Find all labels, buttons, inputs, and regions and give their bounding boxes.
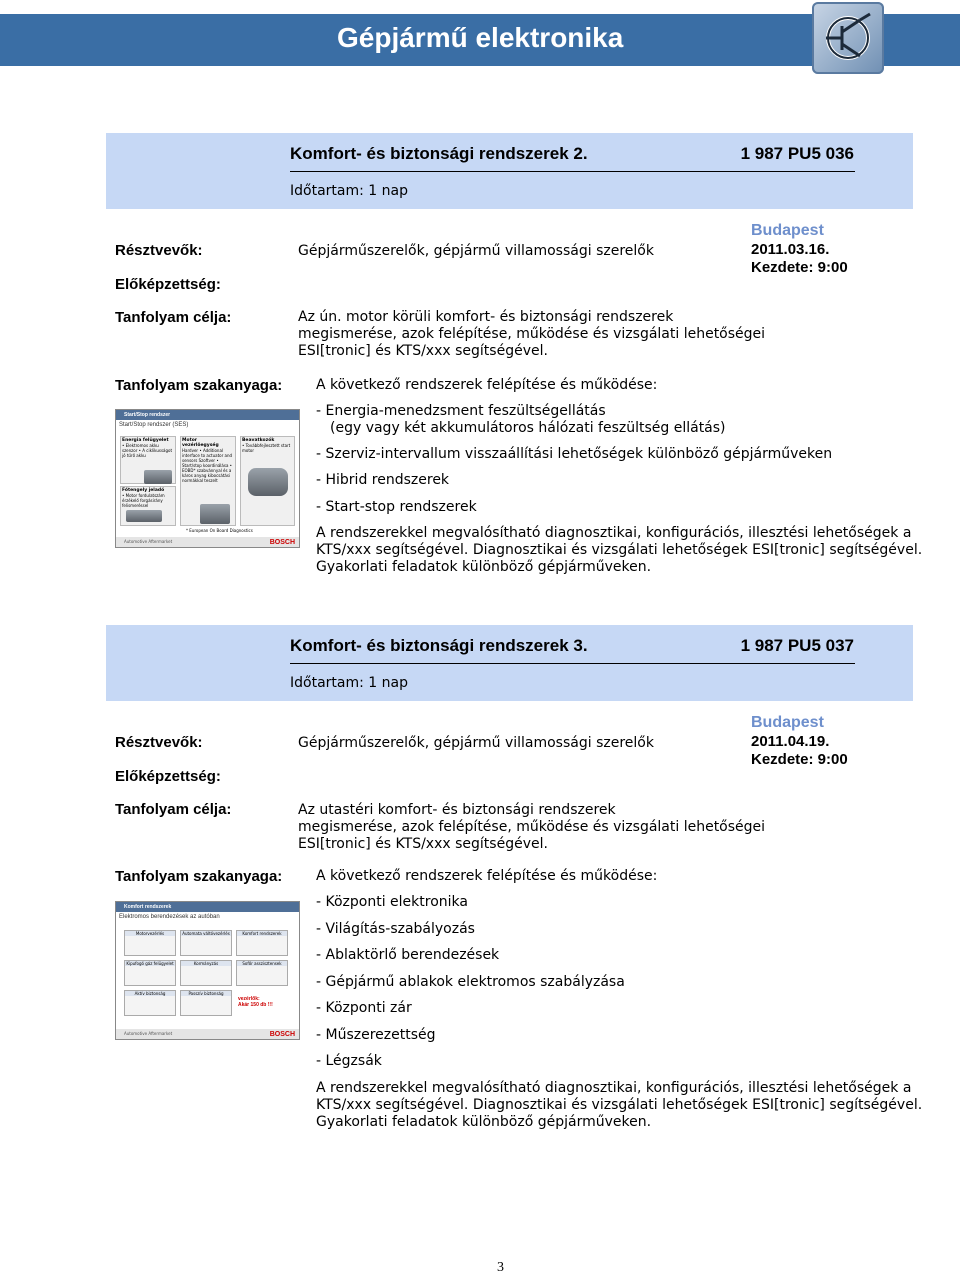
battery-photo <box>144 470 172 484</box>
ecu-photo <box>200 504 230 524</box>
slide-cell: Automata váltóvezérlés <box>180 930 232 956</box>
goal-line: megismerése, azok felépítése, működése és vizsgálati lehetőségei <box>298 819 766 835</box>
slide-cell: Kipufogó gáz felügyelet <box>124 960 176 986</box>
syllabus-bullet: - Energia-menedzsment feszültségellátás <box>316 403 606 419</box>
slide-cell: Kormányzás <box>180 960 232 986</box>
syllabus-bullet: - Világítás-szabályozás <box>316 921 475 937</box>
goal-line: megismerése, azok felépítése, működése és vizsgálati lehetőségei <box>298 326 766 342</box>
course-title: Komfort- és biztonsági rendszerek 3. <box>290 636 588 655</box>
syllabus-intro: A következő rendszerek felépítése és működése: <box>316 377 658 393</box>
prerequisites-label: Előképzettség: <box>115 768 221 785</box>
slide-column-text: • Továbbfejlesztett start motor <box>242 443 291 453</box>
closing-line: KTS/xxx segítségével. Diagnosztikai és vizsgálati lehetőségek ESI[tronic] segítségével. <box>316 542 923 558</box>
page-title: Gépjármű elektronika <box>337 22 624 53</box>
participants-label: Résztvevők: <box>115 734 203 751</box>
bosch-logo: BOSCH <box>269 1031 295 1038</box>
closing-line: A rendszerekkel megvalósítható diagnosztikai, konfigurációs, illesztési lehetőségek a <box>316 1080 912 1096</box>
prerequisites-label: Előképzettség: <box>115 276 221 293</box>
closing-line: Gyakorlati feladatok különböző gépjárműveken. <box>316 1114 652 1130</box>
course-code: 1 987 PU5 036 <box>740 144 854 163</box>
slide-note: vezérlők: Akár 150 db !!! <box>238 996 273 1008</box>
closing-line: A rendszerekkel megvalósítható diagnosztikai, konfigurációs, illesztési lehetőségek a <box>316 525 912 541</box>
slide-column-title: Főtengely jeladó <box>122 488 165 493</box>
syllabus-bullet: - Szerviz-intervallum visszaállítási lehetőségek különböző gépjárműveken <box>316 446 833 462</box>
closing-line: KTS/xxx segítségével. Diagnosztikai és vizsgálati lehetőségek ESI[tronic] segítségével. <box>316 1097 923 1113</box>
syllabus-bullet: - Központi zár <box>316 1000 412 1016</box>
slide-column-text: • Motor fordulatszám érzékelő forgásirány felismeréssel <box>122 493 165 508</box>
syllabus-label: Tanfolyam szakanyaga: <box>115 377 283 394</box>
divider <box>290 171 855 172</box>
slide-subtitle: Start/Stop rendszer (SES) <box>119 422 189 428</box>
course-start-time: Kezdete: 9:00 <box>751 259 848 276</box>
participants-label: Résztvevők: <box>115 242 203 259</box>
syllabus-label: Tanfolyam szakanyaga: <box>115 868 283 885</box>
syllabus-bullet: (egy vagy két akkumulátoros hálózati feszültség ellátás) <box>330 420 726 436</box>
goal-line: Az ún. motor körüli komfort- és biztonsági rendszerek <box>298 309 674 325</box>
slide-subtitle: Elektromos berendezések az autóban <box>119 914 220 920</box>
syllabus-bullet: - Műszerezettség <box>316 1027 436 1043</box>
bosch-logo: BOSCH <box>269 539 295 546</box>
slide-footer: Automotive Aftermarket <box>116 1029 299 1039</box>
syllabus-bullet: - Start-stop rendszerek <box>316 499 477 515</box>
slide-footnote: * European On Board Diagnostics <box>186 528 253 533</box>
slide-header: Komfort rendszerek <box>116 902 299 912</box>
course-date: 2011.04.19. <box>751 733 830 750</box>
slide-cell: Komfort rendszerek <box>236 930 288 956</box>
course-start-time: Kezdete: 9:00 <box>751 751 848 768</box>
slide-column-text: • Elektromos akku szenzor • A ciklikusságot jó tűrő akku <box>122 443 173 458</box>
course-date: 2011.03.16. <box>751 241 830 258</box>
course-duration: Időtartam: 1 nap <box>290 675 408 691</box>
syllabus-bullet: - Központi elektronika <box>316 894 468 910</box>
slide-cell: Sofőr asszisztensek <box>236 960 288 986</box>
course-title: Komfort- és biztonsági rendszerek 2. <box>290 144 588 163</box>
page-number: 3 <box>497 1260 504 1275</box>
course-code: 1 987 PU5 037 <box>740 636 854 655</box>
closing-line: Gyakorlati feladatok különböző gépjárműveken. <box>316 559 652 575</box>
slide-thumbnail-comfort <box>115 901 300 1040</box>
divider <box>290 663 855 664</box>
course-city: Budapest <box>751 714 824 731</box>
slide-thumbnail-start-stop <box>115 409 300 548</box>
course-city: Budapest <box>751 222 824 239</box>
syllabus-bullet: - Hibrid rendszerek <box>316 472 450 488</box>
syllabus-bullet: - Légzsák <box>316 1053 382 1069</box>
slide-header: Start/Stop rendszer <box>116 410 299 420</box>
slide-cell: Aktív biztonság <box>124 990 176 1016</box>
slide-column-title: Energia felügyelet <box>122 438 169 443</box>
sensor-photo <box>126 510 162 522</box>
goal-line: ESI[tronic] és KTS/xxx segítségével. <box>298 343 548 359</box>
goal-line: Az utastéri komfort- és biztonsági rendszerek <box>298 802 616 818</box>
goal-line: ESI[tronic] és KTS/xxx segítségével. <box>298 836 548 852</box>
slide-footer: Automotive Aftermarket <box>116 537 299 547</box>
slide-column-text: Hardver • Additional interface to actuator and sensors Szoftver • Start/stop koordinálása • EOBD* szabvánnyal és a káros anyag kibocsátási normákkal teszelt <box>182 448 233 483</box>
goal-label: Tanfolyam célja: <box>115 801 232 818</box>
transistor-logo-icon <box>812 2 884 74</box>
goal-label: Tanfolyam célja: <box>115 309 232 326</box>
slide-cell: Passzív biztonság <box>180 990 232 1016</box>
participants-value: Gépjárműszerelők, gépjármű villamossági szerelők <box>298 243 654 259</box>
slide-column-title: Motor vezérlőegység <box>182 438 219 448</box>
syllabus-bullet: - Gépjármű ablakok elektromos szabályzása <box>316 974 625 990</box>
slide-cell: Motorvezérlés <box>124 930 176 956</box>
course-duration: Időtartam: 1 nap <box>290 183 408 199</box>
syllabus-intro: A következő rendszerek felépítése és működése: <box>316 868 658 884</box>
starter-motor-photo <box>248 468 288 496</box>
participants-value: Gépjárműszerelők, gépjármű villamossági szerelők <box>298 735 654 751</box>
slide-column-title: Beavatkozók <box>242 438 275 443</box>
syllabus-bullet: - Ablaktörlő berendezések <box>316 947 500 963</box>
